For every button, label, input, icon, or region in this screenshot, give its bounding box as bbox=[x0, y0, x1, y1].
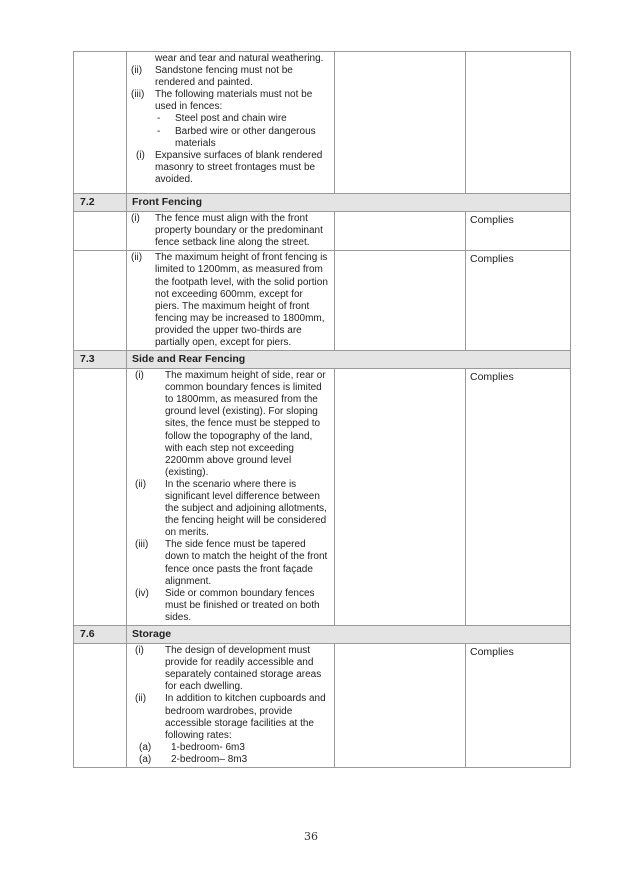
clause-item: wear and tear and natural weathering. bbox=[155, 53, 324, 64]
section-header-7-3 bbox=[74, 351, 571, 369]
empty-num-cell bbox=[74, 644, 127, 768]
section-title: Storage bbox=[127, 626, 571, 644]
compliance-status: Complies bbox=[466, 644, 571, 768]
requirement-cell bbox=[127, 251, 335, 351]
requirement-cell bbox=[127, 212, 335, 251]
clause-item: (i) The fence must align with the front property boundary or the predominant fence setback line along the street. bbox=[131, 213, 323, 249]
empty-num-cell bbox=[74, 369, 127, 626]
clause-item: (iv) Side or common boundary fences must be finished or treated on both sides. bbox=[135, 587, 320, 623]
clause-item: (ii) Sandstone fencing must not be rendered and painted. bbox=[131, 65, 293, 89]
page-number: 36 bbox=[304, 830, 318, 843]
empty-num-cell bbox=[74, 251, 127, 351]
clause-item: (iii) The following materials must not be used in fences: bbox=[131, 89, 313, 113]
section-title: Side and Rear Fencing bbox=[127, 351, 571, 369]
clause-item: (ii) In the scenario where there is significant level difference between the subject and adjoining allotments, the fencing height will be considered on merits. bbox=[135, 478, 327, 539]
sub-item: (a) 1-bedroom- 6m3 bbox=[139, 741, 245, 753]
requirement-cell bbox=[127, 369, 335, 626]
empty-cell bbox=[335, 212, 466, 251]
empty-num-cell bbox=[74, 212, 127, 251]
compliance-table-wrapper bbox=[73, 51, 570, 768]
requirement-cell bbox=[127, 52, 335, 194]
compliance-table bbox=[73, 51, 571, 768]
empty-num-cell bbox=[74, 52, 127, 194]
clause-item: (ii) The maximum height of front fencing is limited to 1200mm, as measured from the footpath level, with the solid portion not exceeding 600mm, except for piers. The maximum height of front fencing may be increased to 1800mm, provided the upper two-thirds are partially open, except for piers. bbox=[131, 252, 328, 348]
empty-cell bbox=[335, 644, 466, 768]
dash-item: - Barbed wire or other dangerous materials bbox=[157, 125, 316, 149]
requirement-row bbox=[74, 212, 571, 251]
section-number: 7.6 bbox=[74, 626, 127, 644]
dash-item: - Steel post and chain wire bbox=[157, 113, 287, 125]
requirement-cell bbox=[127, 644, 335, 768]
compliance-status: Complies bbox=[466, 369, 571, 626]
clause-item: (i) The design of development must provide for readily accessible and separately contained storage areas for each dwelling. bbox=[135, 645, 322, 693]
requirement-row bbox=[74, 251, 571, 351]
section-title: Front Fencing bbox=[127, 194, 571, 212]
section-number: 7.2 bbox=[74, 194, 127, 212]
compliance-status: Complies bbox=[466, 212, 571, 251]
empty-cell bbox=[335, 369, 466, 626]
empty-cell bbox=[335, 52, 466, 194]
empty-cell bbox=[466, 52, 571, 194]
clause-item: (iii) The side fence must be tapered down to match the height of the front fence once pasts the front façade alignment. bbox=[135, 539, 328, 587]
requirement-row bbox=[74, 369, 571, 626]
section-header-7-2 bbox=[74, 194, 571, 212]
compliance-status: Complies bbox=[466, 251, 571, 351]
section-header-7-6 bbox=[74, 626, 571, 644]
clause-item: (i) The maximum height of side, rear or common boundary fences is limited to 1800mm, as measured from the ground level (existing). For sloping sites, the fence must be stepped to follow the topography of the land, with each step not exceeding 2200mm above ground level (existing). bbox=[135, 370, 326, 478]
section-number: 7.3 bbox=[74, 351, 127, 369]
continuation-row bbox=[74, 52, 571, 194]
sub-item: (a) 2-bedroom– 8m3 bbox=[139, 753, 248, 765]
clause-item: (ii) In addition to kitchen cupboards and bedroom wardrobes, provide accessible storage facilities at the following rates: bbox=[135, 693, 326, 741]
empty-cell bbox=[335, 251, 466, 351]
requirement-row bbox=[74, 644, 571, 768]
clause-item: (i) Expansive surfaces of blank rendered masonry to street frontages must be avoided. bbox=[136, 149, 323, 185]
